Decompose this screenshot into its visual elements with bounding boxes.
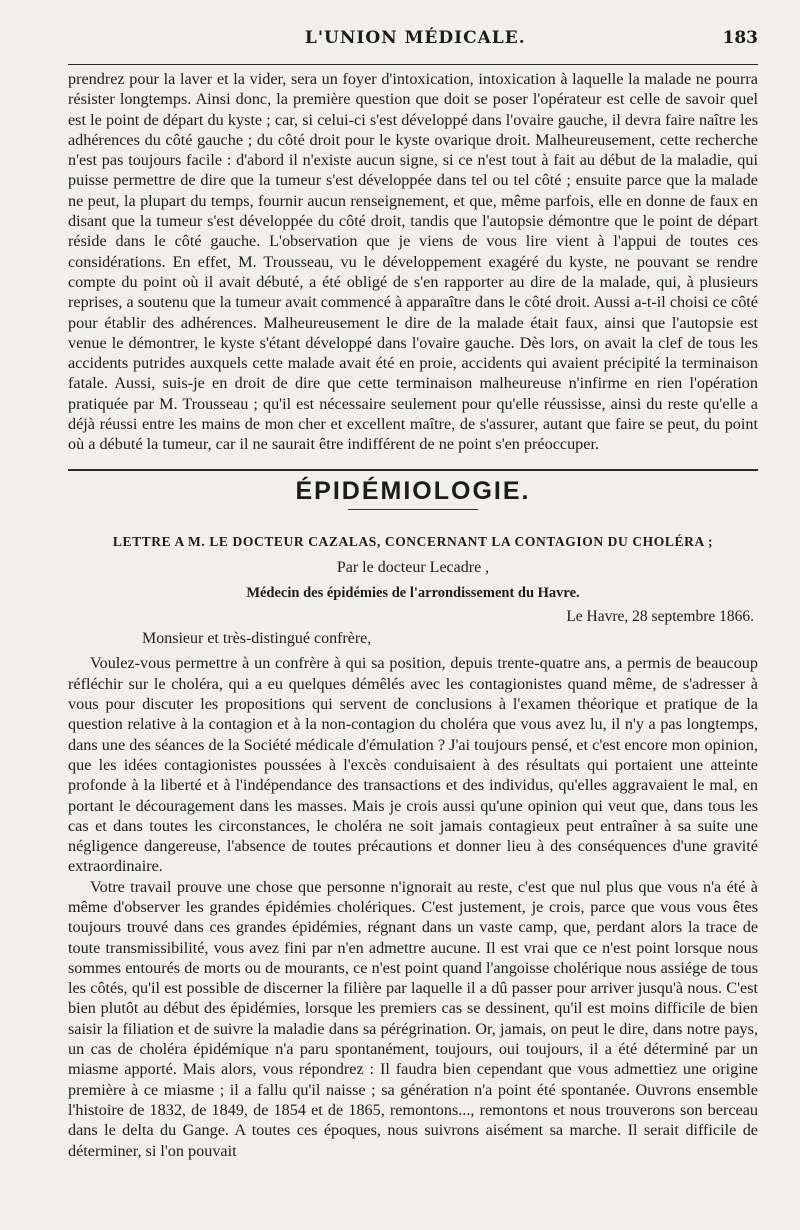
letter-dateline: Le Havre, 28 septembre 1866.	[566, 607, 754, 625]
header-rule	[68, 64, 758, 65]
page-number: 183	[722, 28, 758, 48]
section-underline	[348, 509, 478, 510]
running-header	[68, 28, 758, 62]
section-title: ÉPIDÉMIOLOGIE.	[295, 476, 531, 505]
article-body	[68, 69, 758, 1161]
section-rule	[68, 469, 758, 471]
section-heading	[68, 469, 758, 510]
author-role: Médecin des épidémies de l'arrondissement du Havre.	[246, 584, 580, 601]
continued-paragraph: prendrez pour la laver et la vider, sera un foyer d'intoxication, intoxication à laquelle la malade ne pourra résister longtemps. Ainsi donc, la première question que doit se poser l'opérateur est celle de savoir quel est le point de départ du kyste ; car, si celui-ci s'est développé dans l'ovaire gauche, il devra faire naître les adhérences du côté gauche ; du côté droit pour le kyste ovarique droit. Malheureusement, cette recherche n'est pas toujours facile : d'abord il n'existe aucun signe, si ce n'est tout à fait au début de la maladie, qui puisse permettre de dire que la tumeur s'est développée dans tel ou tel côté ; ensuite parce que la malade ne peut, la plupart du temps, fournir aucun renseignement, et que, même parfois, elle en donne de faux en disant que la tumeur s'est développée du côté droit, tandis que l'autopsie démontre que le point de départ réside dans le côté gauche. L'observation que je viens de vous lire vient à l'appui de toutes ces considérations. En effet, M. Trousseau, vu le développement exagéré du kyste, ne pouvant se rendre compte du point où il avait débuté, a été obligé de s'en rapporter au dire de la malade, qui, à plusieurs reprises, a soutenu que la tumeur avait commencé à apparaître dans le côté droit. Aussi a-t-il choisi ce côté pour établir des adhérences. Malheureusement le dire de la malade était faux, ainsi que l'autopsie est venue le démontrer, le kyste s'étant développé dans l'ovaire gauche. Dès lors, on avait la clef de tous les accidents putrides auxquels cette malade avait été en proie, accidents qui avaient précipité la terminaison fatale. Aussi, suis-je en droit de dire que cette terminaison malheureuse n'infirme en rien l'opération pratiquée par M. Trousseau ; qu'il est nécessaire seulement pour qu'elle réussisse, ainsi du reste qu'elle a déjà réussi entre les mains de mon cher et excellent maître, de s'assurer, autant que faire se peut, du point où a débuté la tumeur, car il ne saurait être indifférent de ne point s'en préoccuper.	[68, 70, 758, 454]
running-title: L'UNION MÉDICALE.	[304, 28, 526, 48]
letter-title: LETTRE A M. LE DOCTEUR CAZALAS, CONCERNANT LA CONTAGION DU CHOLÉRA ;	[112, 533, 714, 549]
letter-salutation: Monsieur et très-distingué confrère,	[142, 630, 372, 648]
letter-paragraph: Votre travail prouve une chose que personne n'ignorait au reste, c'est que nul plus que vous n'a été à même d'observer les grandes épidémies cholériques. C'est justement, je crois, parce que vous vous êtes toujours trouvé dans ces grandes épidémies, régnant dans un vaste camp, que, perdant alors la trace de toute transmissibilité, vous avez fini par n'en admettre aucune. Il est vrai que ce n'est point lorsque nous sommes entourés de morts ou de mourants, ce n'est point quand l'angoisse cholérique nous assiége de tous les côtés, qu'il est possible de discerner la filière par laquelle il a dû passer pour arriver jusqu'à nous. C'est bien plutôt au début des épidémies, lorsque les premiers cas se dessinent, qu'il est moins difficile de bien saisir la filiation et de suivre la maladie dans sa pérégrination. Or, jamais, on peut le dire, dans notre pays, un cas de choléra épidémique n'a paru spontanément, toujours, oui toujours, il a été déterminé par un miasme apporté. Mais alors, vous répondrez : Il faudra bien cependant que vous admettiez une origine première à ce miasme ; il a fallu qu'il naisse ; sa génération n'a point été spontanée. Ouvrons ensemble l'histoire de 1832, de 1849, de 1854 et de 1865, remontons..., remontons et nous trouverons son berceau dans le delta du Gange. A toutes ces époques, nous suivrons aisément sa marche. Il serait difficile de déterminer, si l'on pouvait	[68, 877, 758, 1160]
letter-paragraph: Voulez-vous permettre à un confrère à qui sa position, depuis trente-quatre ans, a permis de beaucoup réfléchir sur le choléra, qui a eu quelques démêlés avec les contagionistes quand même, de s'adresser à vous pour discuter les propositions qui servent de conclusions à l'examen théorique et pratique de la question relative à la contagion et à la non-contagion du choléra que vous avez lu, il n'y a pas longtemps, dans une des séances de la Société médicale d'émulation ? J'ai toujours pensé, et c'est encore mon opinion, que les idées contagionistes poussées à l'excès conduisaient à des résultats qui portaient une atteinte profonde à la liberté et à l'indépendance des transactions et des individus, qu'elles aggravaient le mal, en portant le découragement dans les masses. Mais je crois aussi qu'une opinion qui veut que, dans tous les cas et dans toutes les circonstances, le choléra ne soit jamais contagieux peut entraîner à sa suite une négligence dangereuse, l'absence de toutes précautions et donner lieu à des conséquences d'une gravité extraordinaire.	[68, 654, 758, 876]
letter-byline: Par le docteur Lecadre ,	[336, 559, 490, 577]
